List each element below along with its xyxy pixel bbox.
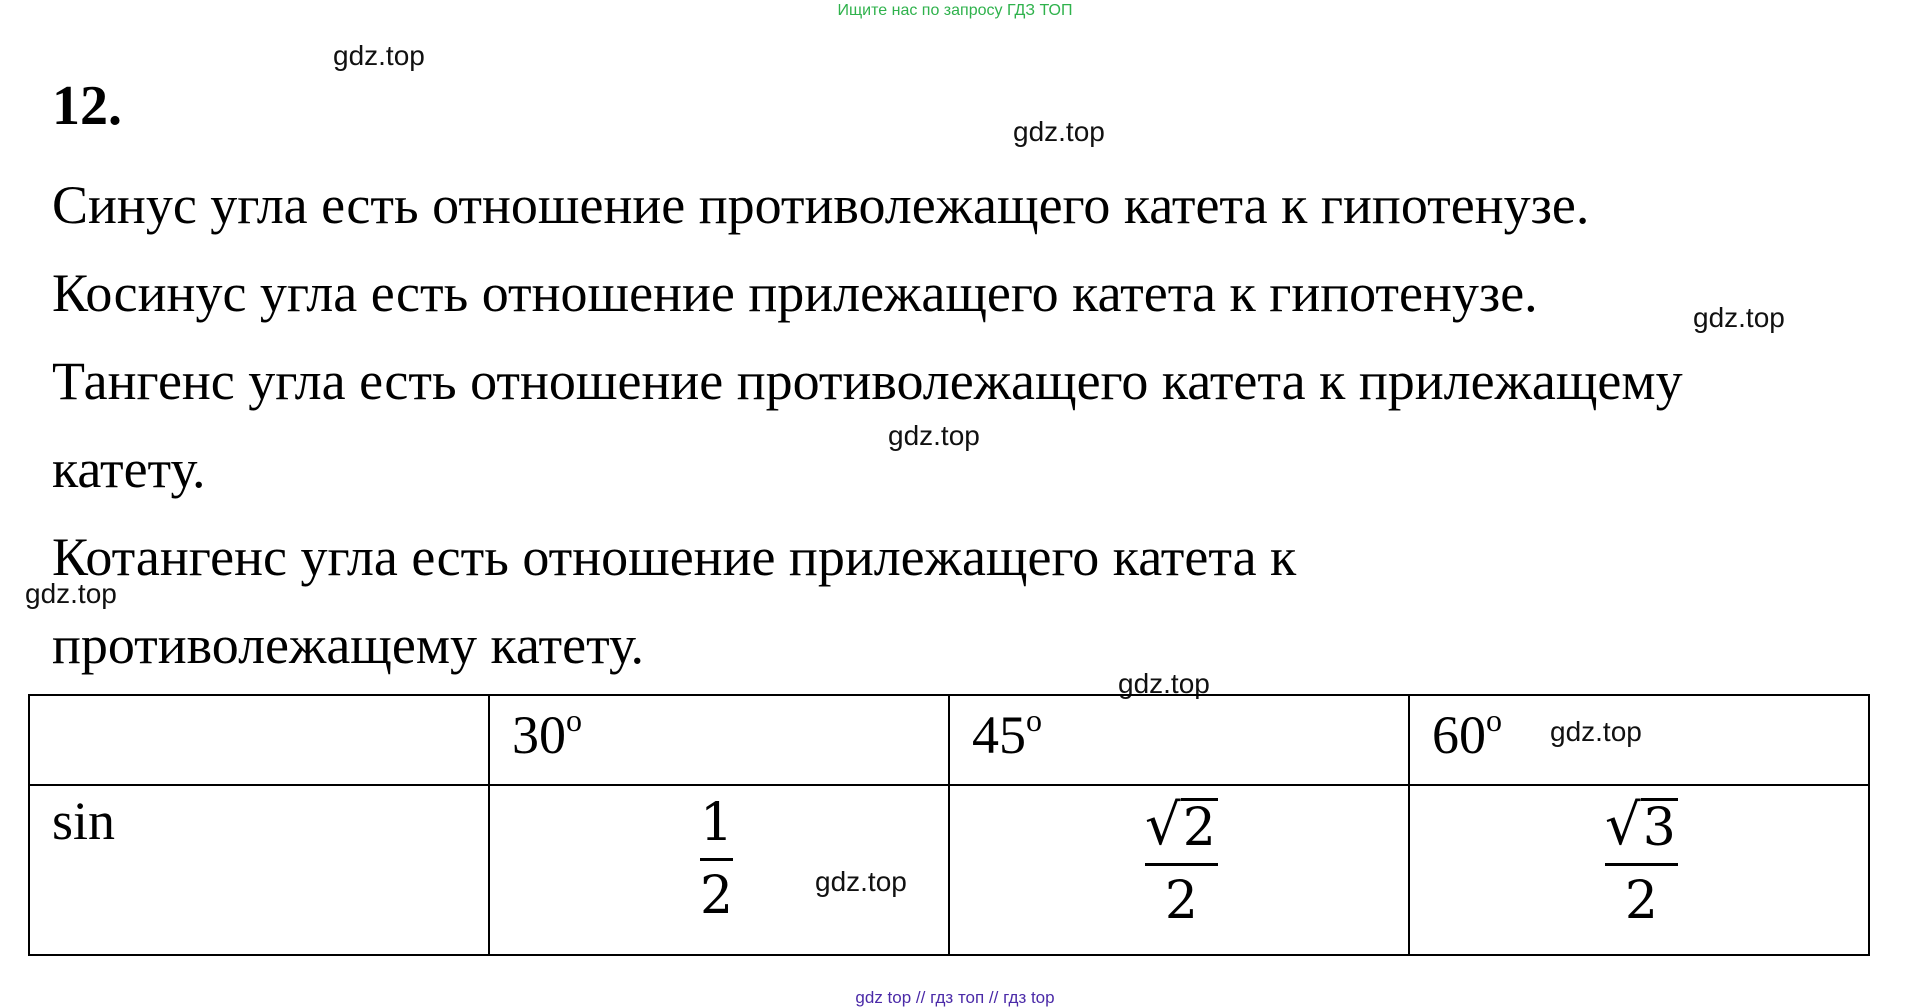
watermark: gdz.top [1550,716,1642,747]
sin-30-cell [489,785,949,955]
header-30-cell [489,695,949,785]
sqrt-expression [1605,792,1678,859]
sine-values-table [28,694,1870,956]
degree-mark: o [566,702,582,738]
definition-tangent: Тангенс угла есть отношение противолежащего катета к прилежащему [52,351,1683,411]
watermark: gdz.top [25,578,117,609]
row-label-cell [29,785,489,955]
watermark: gdz.top [1693,302,1785,333]
definition-sine: Синус угла есть отношение противолежащего катета к гипотенузе. [52,175,1590,235]
angle-60: 60 [1432,705,1486,765]
watermark: gdz.top [1118,668,1210,699]
watermark: gdz.top [1013,116,1105,147]
denominator: 2 [1164,871,1198,932]
watermark: gdz.top [333,40,425,71]
definition-tangent-cont: катету. [52,439,206,499]
header-45-cell [949,695,1409,785]
fraction-bar [1145,863,1218,866]
fraction-sin-45 [1145,792,1218,933]
sin-45-cell [949,785,1409,955]
problem-number: 12. [52,75,122,137]
watermark: gdz.top [888,420,980,451]
definition-cotangent: Котангенс угла есть отношение прилежащего катета к [52,527,1297,587]
footer-links: gdz top // гдз топ // гдз top [855,988,1055,1007]
sqrt-expression [1145,792,1218,859]
angle-30: 30 [512,705,566,765]
sqrt-icon: √ [1145,793,1181,858]
top-banner: Ищите нас по запросу ГДЗ ТОП [837,2,1073,19]
sqrt-icon: √ [1605,793,1641,858]
sin-label: sin [52,791,116,851]
table-header-row [29,695,1869,785]
watermark: gdz.top [815,866,907,897]
header-60-cell [1409,695,1869,785]
denominator: 2 [700,866,734,927]
fraction-bar [1605,863,1678,866]
fraction-bar [700,858,733,861]
fraction-sin-30 [700,792,733,928]
table-row-sin [29,785,1869,955]
fraction-sin-60 [1605,792,1678,933]
denominator: 2 [1624,871,1658,932]
definition-cotangent-cont: противолежащему катету. [52,615,645,675]
degree-mark: o [1486,702,1502,738]
degree-mark: o [1026,702,1042,738]
sin-60-cell [1409,785,1869,955]
header-empty-cell [29,695,489,785]
numerator: 1 [700,793,734,853]
radicand: 3 [1642,798,1676,858]
definition-cosine: Косинус угла есть отношение прилежащего катета к гипотенузе. [52,263,1538,323]
radicand: 2 [1182,798,1216,858]
angle-45: 45 [972,705,1026,765]
